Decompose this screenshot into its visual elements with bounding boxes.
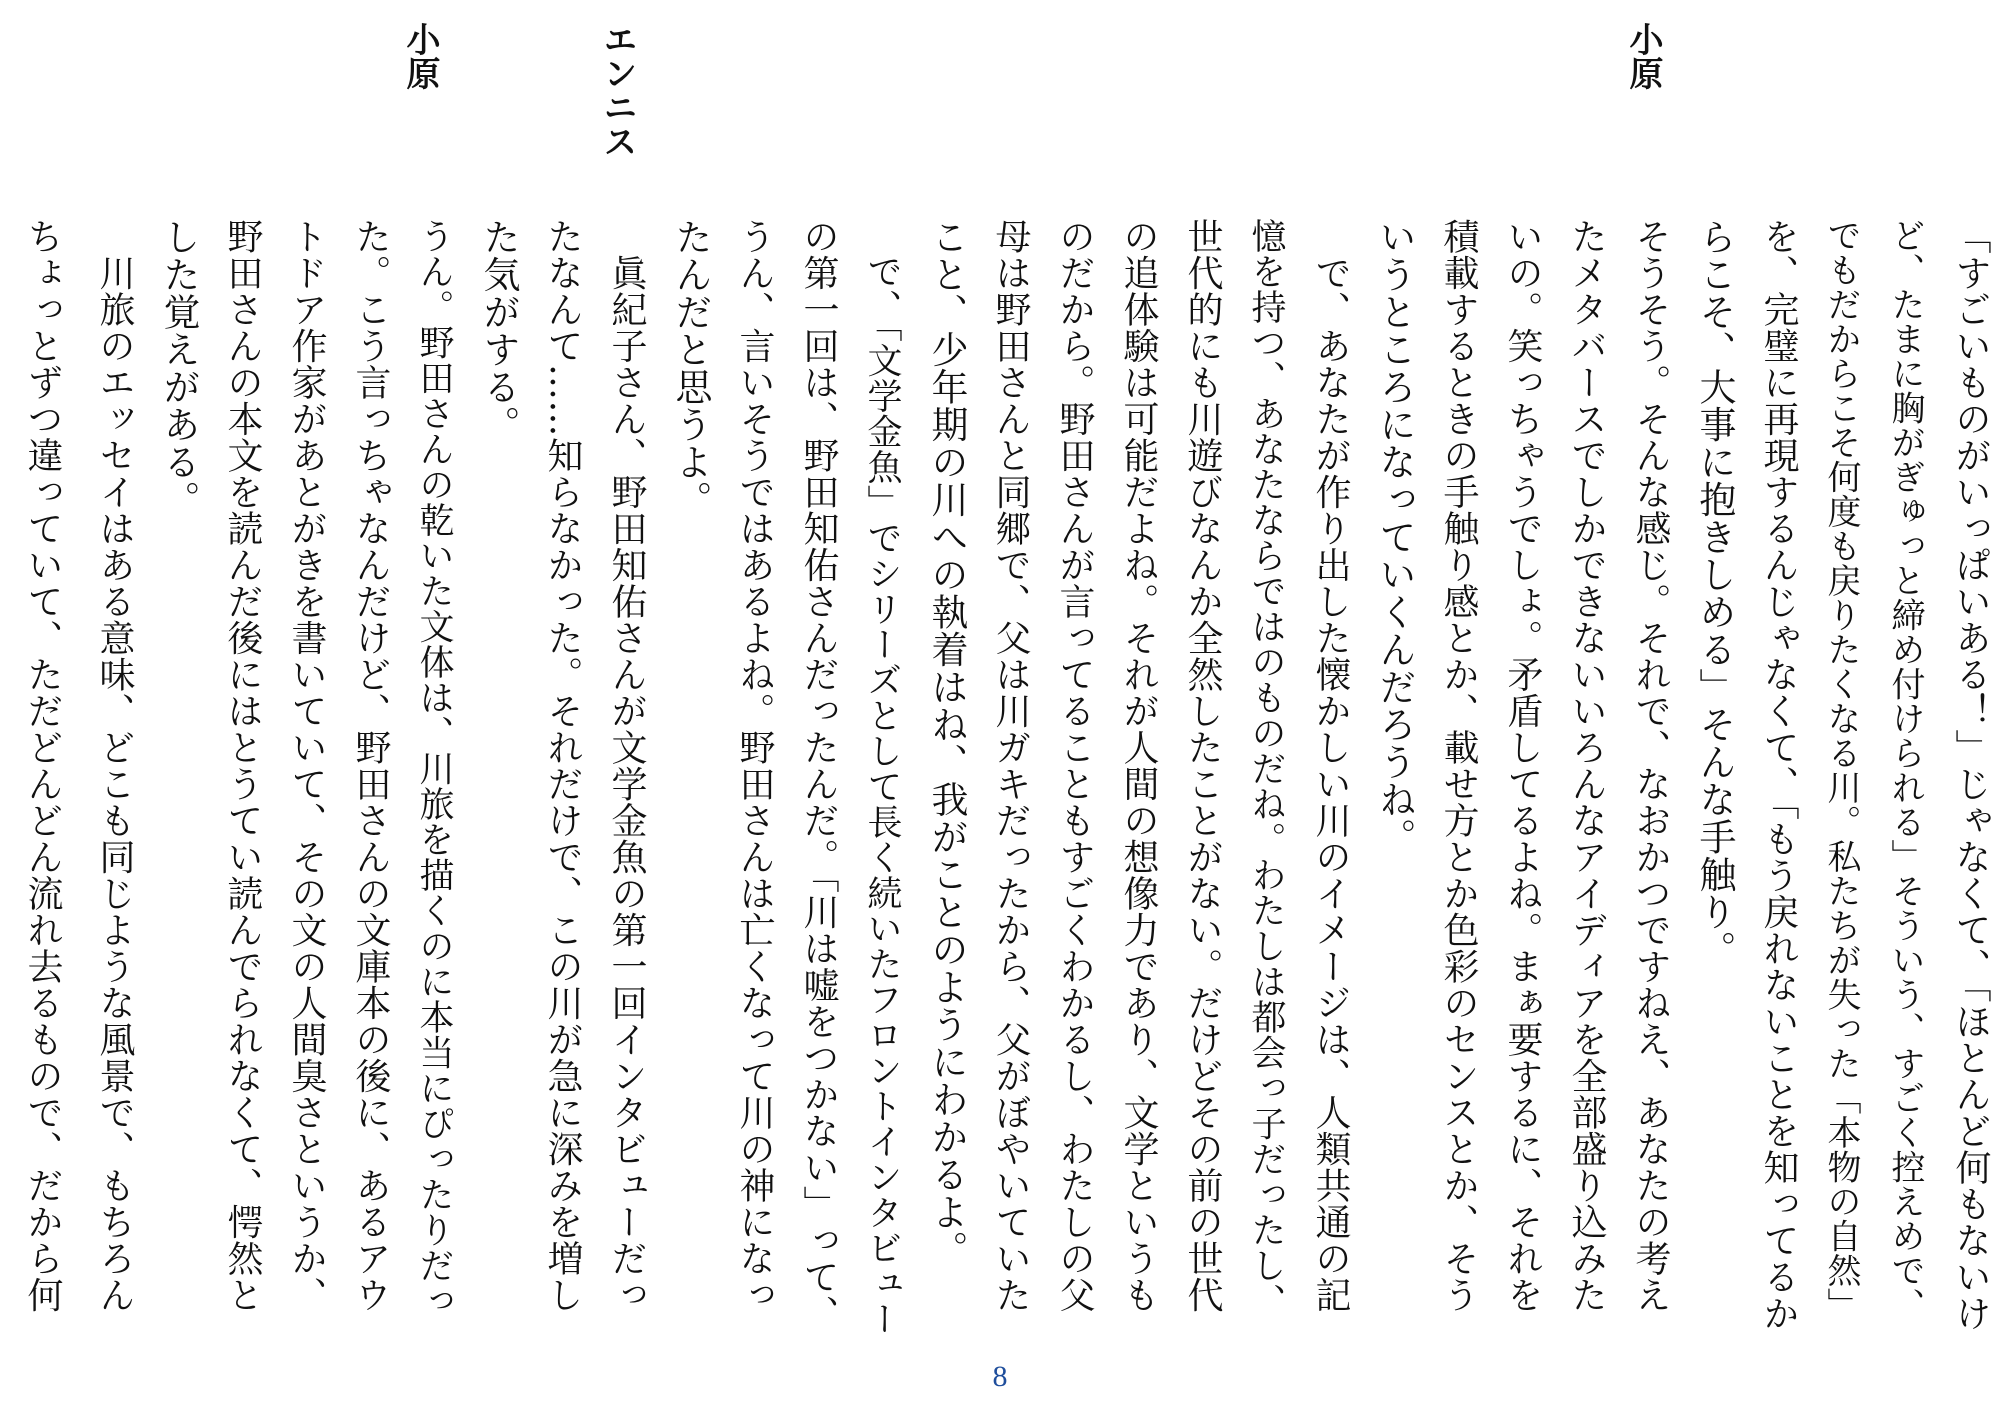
speaker-name-obara-1: 小原 bbox=[1623, 22, 1663, 90]
text-line: うん、言いそうではあるよね。野田さんは亡くなって川の神になっ bbox=[734, 218, 775, 1313]
text-line: 憶を持つ、あなたならではのものだね。わたしは都会っ子だったし、 bbox=[1246, 218, 1286, 1319]
text-line: そうそう。そんな感じ。それで、なおかつですねえ、あなたの考え bbox=[1630, 218, 1671, 1313]
text-line: のだから。野田さんが言ってることもすごくわかるし、わたしの父 bbox=[1054, 218, 1095, 1313]
text-line: 眞紀子さん、野田知佑さんが文学金魚の第一回インタビューだっ bbox=[606, 218, 647, 1313]
text-line: ちょっとずつ違っていて、ただどんどん流れ去るもので、だから何 bbox=[22, 218, 63, 1313]
text-line: いの。笑っちゃうでしょ。矛盾してるよね。まぁ要するに、それを bbox=[1502, 218, 1543, 1313]
text-line: 積載するときの手触り感とか、載せ方とか色彩のセンスとか、そう bbox=[1438, 218, 1479, 1313]
text-line: らこそ、大事に抱きしめる」そんな手触り。 bbox=[1693, 218, 1736, 968]
text-line: を、完璧に再現するんじゃなくて、「もう戻れないことを知ってるか bbox=[1758, 218, 1799, 1332]
text-line: した覚えがある。 bbox=[157, 218, 200, 518]
speaker-name-obara-2: 小原 bbox=[400, 22, 440, 90]
text-line: うん。野田さんの乾いた文体は、川旅を描くのに本当にぴったりだっ bbox=[414, 218, 454, 1319]
text-line: で、「文学金魚」でシリーズとして長く続いたフロントインタビュー bbox=[862, 218, 902, 1337]
text-line: の第一回は、野田知佑さんだったんだ。「川は嘘をつかない」って、 bbox=[798, 218, 839, 1332]
text-line: の追体験は可能だよね。それが人間の想像力であり、文学というも bbox=[1118, 218, 1159, 1313]
text-line: たんだと思うよ。 bbox=[669, 218, 712, 518]
text-line: た。こう言っちゃなんだけど、野田さんの文庫本の後に、あるアウ bbox=[350, 218, 391, 1313]
text-line: 母は野田さんと同郷で、父は川ガキだったから、父がぼやいていた bbox=[990, 218, 1031, 1313]
text-line: 野田さんの本文を読んだ後にはとうてい読んでられなくて、愕然と bbox=[222, 218, 263, 1313]
text-line: 「すごいものがいっぱいある！」じゃなくて、「ほとんど何もないけ bbox=[1950, 218, 1991, 1332]
text-line: たなんて……知らなかった。それだけで、この川が急に深みを増し bbox=[542, 218, 583, 1313]
text-line: で、あなたが作り出した懐かしい川のイメージは、人類共通の記 bbox=[1310, 218, 1351, 1313]
text-line: 世代的にも川遊びなんか全然したことがない。だけどその前の世代 bbox=[1182, 218, 1223, 1313]
text-line: 川旅のエッセイはある意味、どこも同じような風景で、もちろん bbox=[94, 218, 135, 1313]
text-line: こと、少年期の川への執着はね、我がことのようにわかるよ。 bbox=[925, 218, 968, 1268]
text-line: たメタバースでしかできないいろんなアイディアを全部盛り込みた bbox=[1566, 218, 1607, 1313]
text-line: トドア作家があとがきを書いていて、その文の人間臭さというか、 bbox=[286, 218, 327, 1313]
text-line: ど、たまに胸がぎゅっと締め付けられる」そういう、すごく控えめで、 bbox=[1885, 218, 1925, 1322]
text-line: いうところになっていくんだろうね。 bbox=[1373, 218, 1416, 856]
speaker-name-ennis: エンニス bbox=[597, 22, 637, 158]
text-line: でもだからこそ何度も戻りたくなる川。私たちが失った「本物の自然」 bbox=[1821, 218, 1861, 1322]
page-number: 8 bbox=[992, 1360, 1008, 1393]
text-line: た気がする。 bbox=[477, 218, 520, 443]
